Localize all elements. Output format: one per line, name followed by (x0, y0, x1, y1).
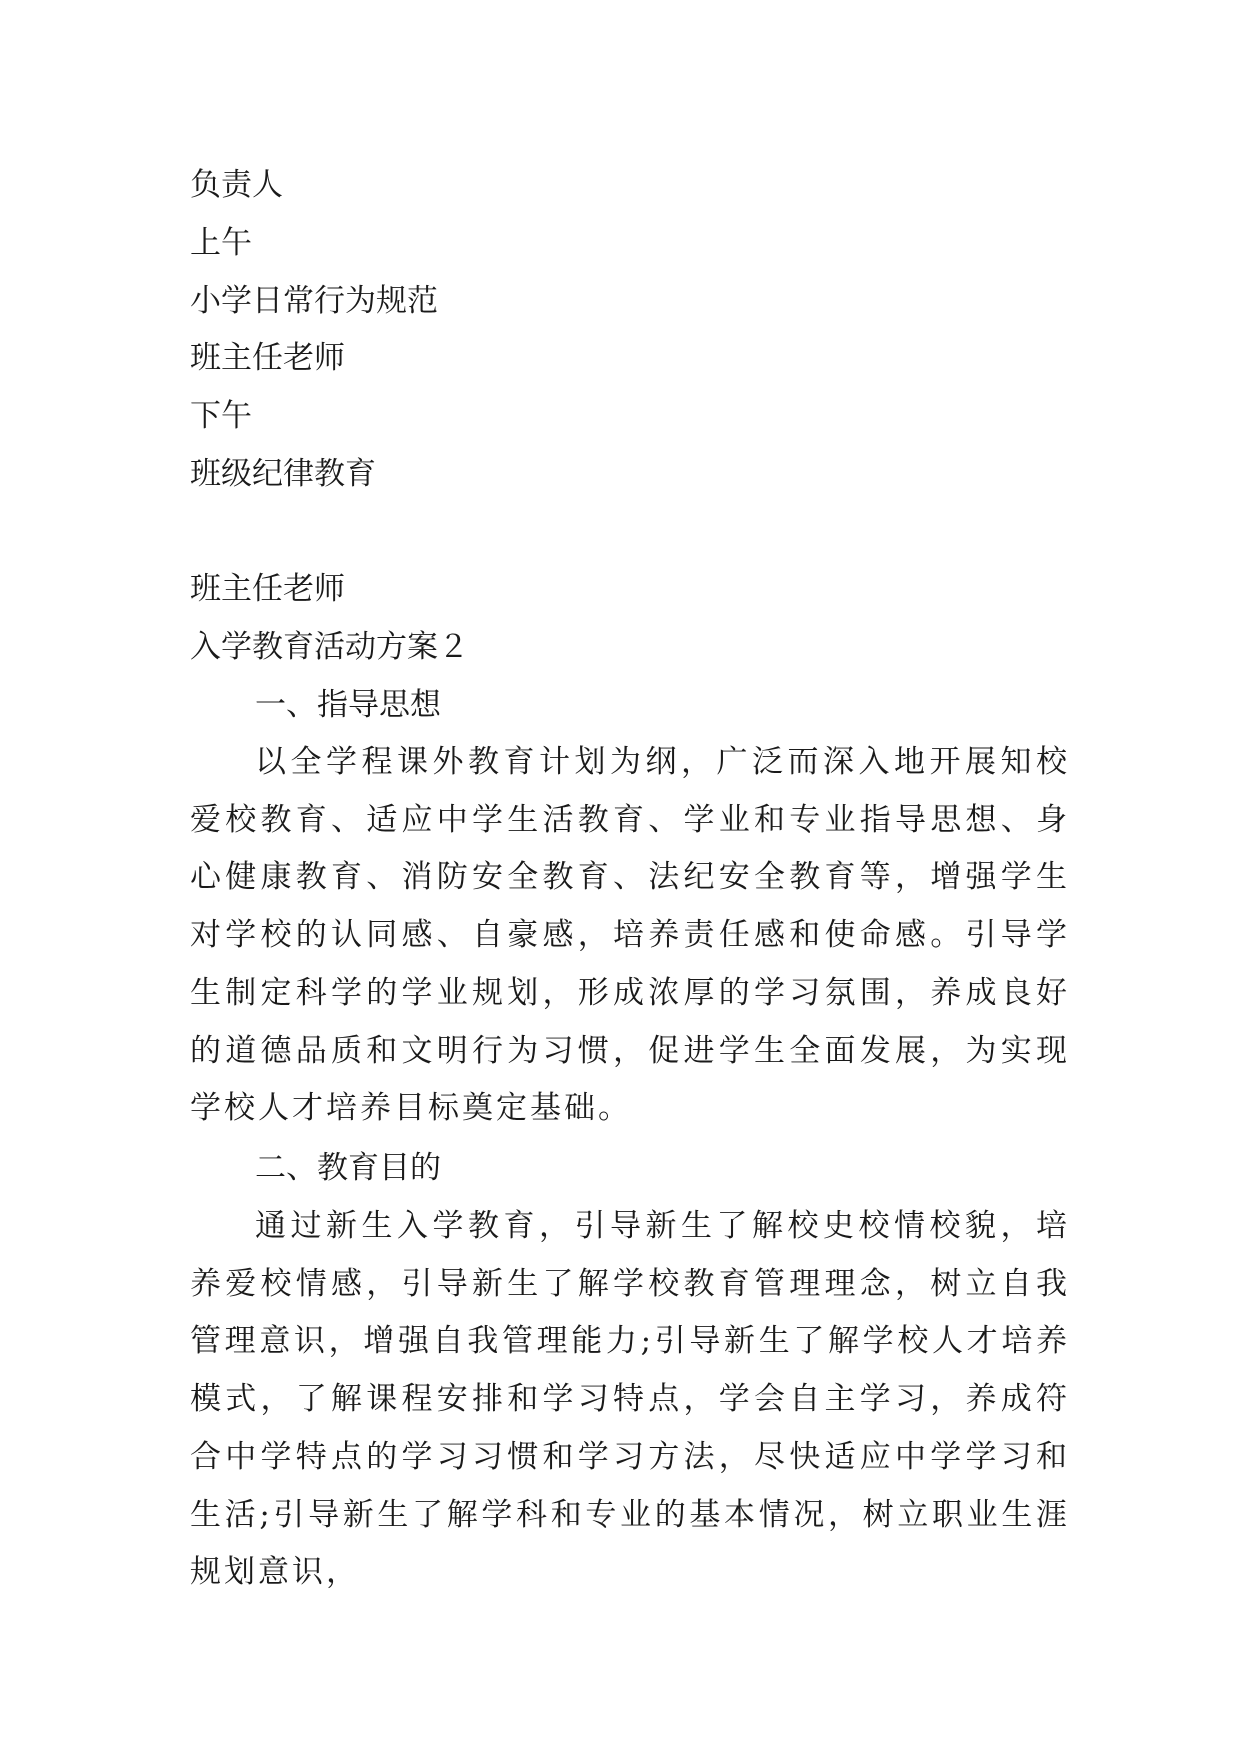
section-heading-education-purpose: 二、教育目的 (255, 1150, 441, 1186)
text-line-afternoon: 下午 (190, 398, 252, 434)
text-line-class-teacher-2: 班主任老师 (190, 571, 345, 607)
text-line-morning: 上午 (190, 225, 252, 261)
section-heading-guiding-ideology: 一、指导思想 (255, 687, 441, 723)
document-title: 入学教育活动方案２ (190, 629, 469, 665)
text-line-class-teacher: 班主任老师 (190, 340, 345, 376)
text-line-responsible-person: 负责人 (190, 167, 283, 203)
paragraph-education-purpose: 通过新生入学教育，引导新生了解校史校情校貌，培养爱校情感，引导新生了解学校教育管理理念，树立自我管理意识，增强自我管理能力;引导新生了解学校人才培养模式，了解课程安排和学习特点，学会自主学习，养成符合中学特点的学习习惯和学习方法，尽快适应中学学习和生活;引导新生了解学科和专业的基本情况，树立职业生涯规划意识， (190, 1208, 1070, 1591)
text-line-behavior-norms: 小学日常行为规范 (190, 283, 438, 319)
paragraph-guiding-ideology: 以全学程课外教育计划为纲，广泛而深入地开展知校爱校教育、适应中学生活教育、学业和专业指导思想、身心健康教育、消防安全教育、法纪安全教育等，增强学生对学校的认同感、自豪感，培养责任感和使命感。引导学生制定科学的学业规划，形成浓厚的学习氛围，养成良好的道德品质和文明行为习惯，促进学生全面发展，为实现学校人才培养目标奠定基础。 (190, 744, 1070, 1127)
text-line-discipline-education: 班级纪律教育 (190, 456, 376, 492)
